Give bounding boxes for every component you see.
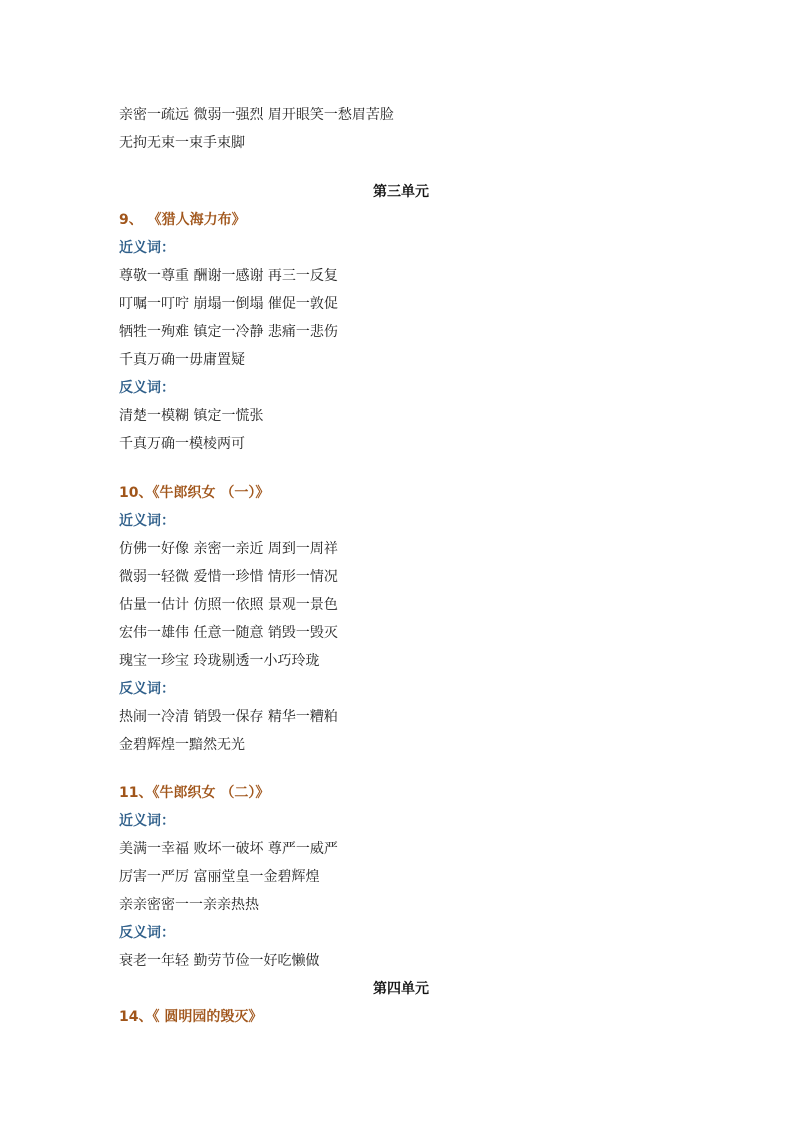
lesson-title: 14、《 圆明园的毁灭》	[119, 1009, 263, 1025]
text-line: 无拘无束一束手束脚	[119, 135, 245, 151]
lesson-title: 10、《牛郎织女 （一）》	[119, 485, 270, 501]
text-line: 尊敬一尊重 酬谢一感谢 再三一反复	[119, 268, 338, 284]
text-line: 金碧辉煌一黯然无光	[119, 737, 245, 753]
text-line: 美满一幸福 败坏一破坏 尊严一威严	[119, 841, 338, 857]
text-line: 微弱一轻微 爱惜一珍惜 情形一情况	[119, 569, 338, 585]
lesson-title: 9、 《猎人海力布》	[119, 212, 246, 228]
synonym-label: 近义词：	[119, 813, 175, 829]
antonym-label: 反义词：	[119, 380, 175, 396]
text-line: 仿佛一好像 亲密一亲近 周到一周祥	[119, 541, 338, 557]
unit-heading: 第三单元	[373, 184, 429, 200]
text-line: 亲密一疏远 微弱一强烈 眉开眼笑一愁眉苦脸	[119, 107, 394, 123]
synonym-label: 近义词：	[119, 240, 175, 256]
unit-heading: 第四单元	[373, 981, 429, 997]
text-line: 瑰宝一珍宝 玲珑剔透一小巧玲珑	[119, 653, 320, 669]
text-line: 千真万确一毋庸置疑	[119, 352, 245, 368]
text-line: 宏伟一雄伟 任意一随意 销毁一毁灭	[119, 625, 338, 641]
text-line: 牺牲一殉难 镇定一冷静 悲痛一悲伤	[119, 324, 338, 340]
text-line: 千真万确一模棱两可	[119, 436, 245, 452]
text-line: 清楚一模糊 镇定一慌张	[119, 408, 264, 424]
text-line: 热闹一冷清 销毁一保存 精华一糟粕	[119, 709, 338, 725]
lesson-title: 11、《牛郎织女 （二）》	[119, 785, 270, 801]
text-line: 估量一估计 仿照一依照 景观一景色	[119, 597, 338, 613]
text-line: 厉害一严厉 富丽堂皇一金碧辉煌	[119, 869, 320, 885]
text-line: 亲亲密密一一亲亲热热	[119, 897, 259, 913]
synonym-label: 近义词：	[119, 513, 175, 529]
antonym-label: 反义词：	[119, 681, 175, 697]
text-line: 叮嘱一叮咛 崩塌一倒塌 催促一敦促	[119, 296, 338, 312]
antonym-label: 反义词：	[119, 925, 175, 941]
text-line: 衰老一年轻 勤劳节俭一好吃懒做	[119, 953, 320, 969]
